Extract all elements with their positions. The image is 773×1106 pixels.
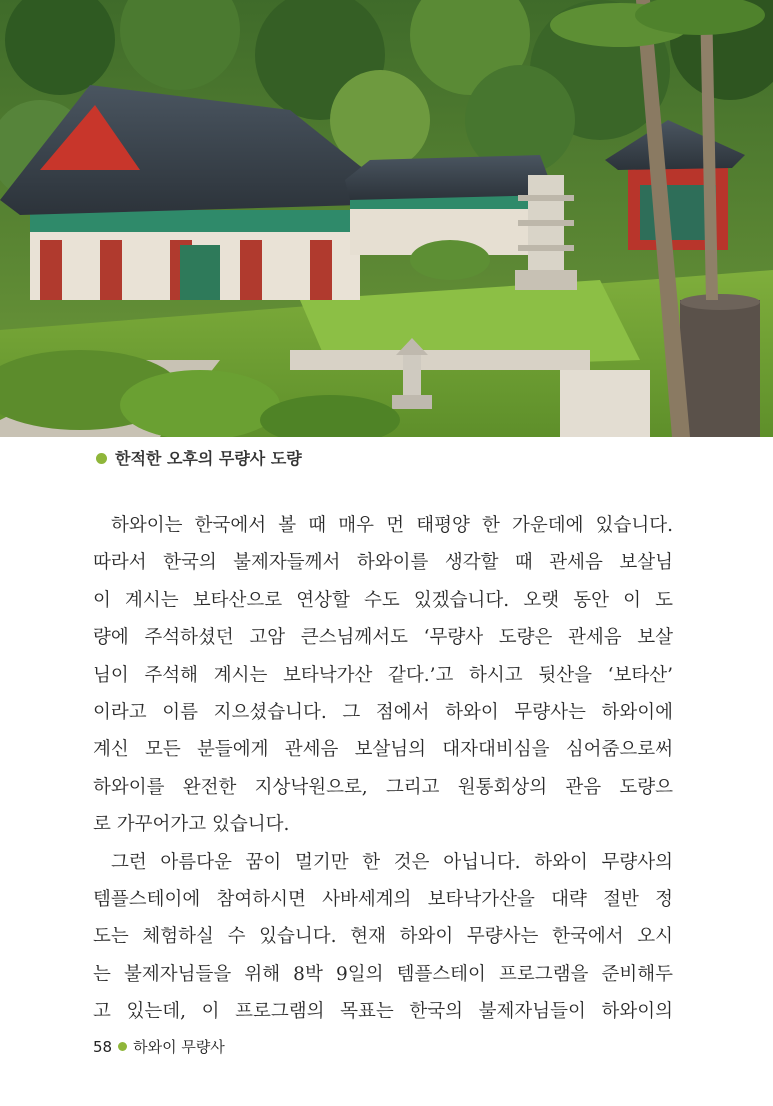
body-text [93,507,673,1030]
text-line: 로 가꾸어가고 있습니다. [93,814,290,836]
temple-photo [0,0,773,437]
text-line: 템플스테이에 참여하시면 사바세계의 보타낙가산을 대략 절반 정 [93,888,673,910]
footer-bullet-icon [118,1042,127,1051]
text-line: 이라고 이름 지으셨습니다. 그 점에서 하와이 무량사는 하와이에 [93,701,673,723]
paragraph-2 [93,844,673,1031]
caption-bullet-icon [96,453,107,464]
text-line: 는 불제자님들을 위해 8박 9일의 템플스테이 프로그램을 준비해두 [93,963,673,985]
page-number: 58 [93,1038,113,1056]
text-line: 따라서 한국의 불제자들께서 하와이를 생각할 때 관세음 보살님 [93,552,673,574]
text-line: 계신 모든 분들에게 관세음 보살님의 대자대비심을 심어줌으로써 [93,739,673,761]
text-line: 량에 주석하셨던 고암 큰스님께서도 ‘무량사 도량은 관세음 보살 [93,627,673,649]
book-title: 하와이 무량사 [133,1038,225,1056]
paragraph-1 [93,507,673,844]
text-line: 도는 체험하실 수 있습니다. 현재 하와이 무량사는 한국에서 오시 [93,926,673,948]
text-line: 하와이는 한국에서 볼 때 매우 먼 태평양 한 가운데에 있습니다. [111,515,673,536]
text-line: 고 있는데, 이 프로그램의 목표는 한국의 불제자님들이 하와이의 [93,1001,673,1023]
caption-text: 한적한 오후의 무량사 도량 [115,449,302,468]
page-footer [93,1036,225,1058]
text-line: 하와이를 완전한 지상낙원으로, 그리고 원통회상의 관음 도량으 [93,776,673,798]
text-line: 그런 아름다운 꿈이 멀기만 한 것은 아닙니다. 하와이 무량사의 [111,851,673,873]
text-line: 이 계시는 보타산으로 연상할 수도 있겠습니다. 오랫 동안 이 도 [93,589,673,611]
photo-caption [96,447,302,471]
text-line: 님이 주석해 계시는 보타낙가산 같다.’고 하시고 뒷산을 ‘보타산’ [93,664,673,686]
